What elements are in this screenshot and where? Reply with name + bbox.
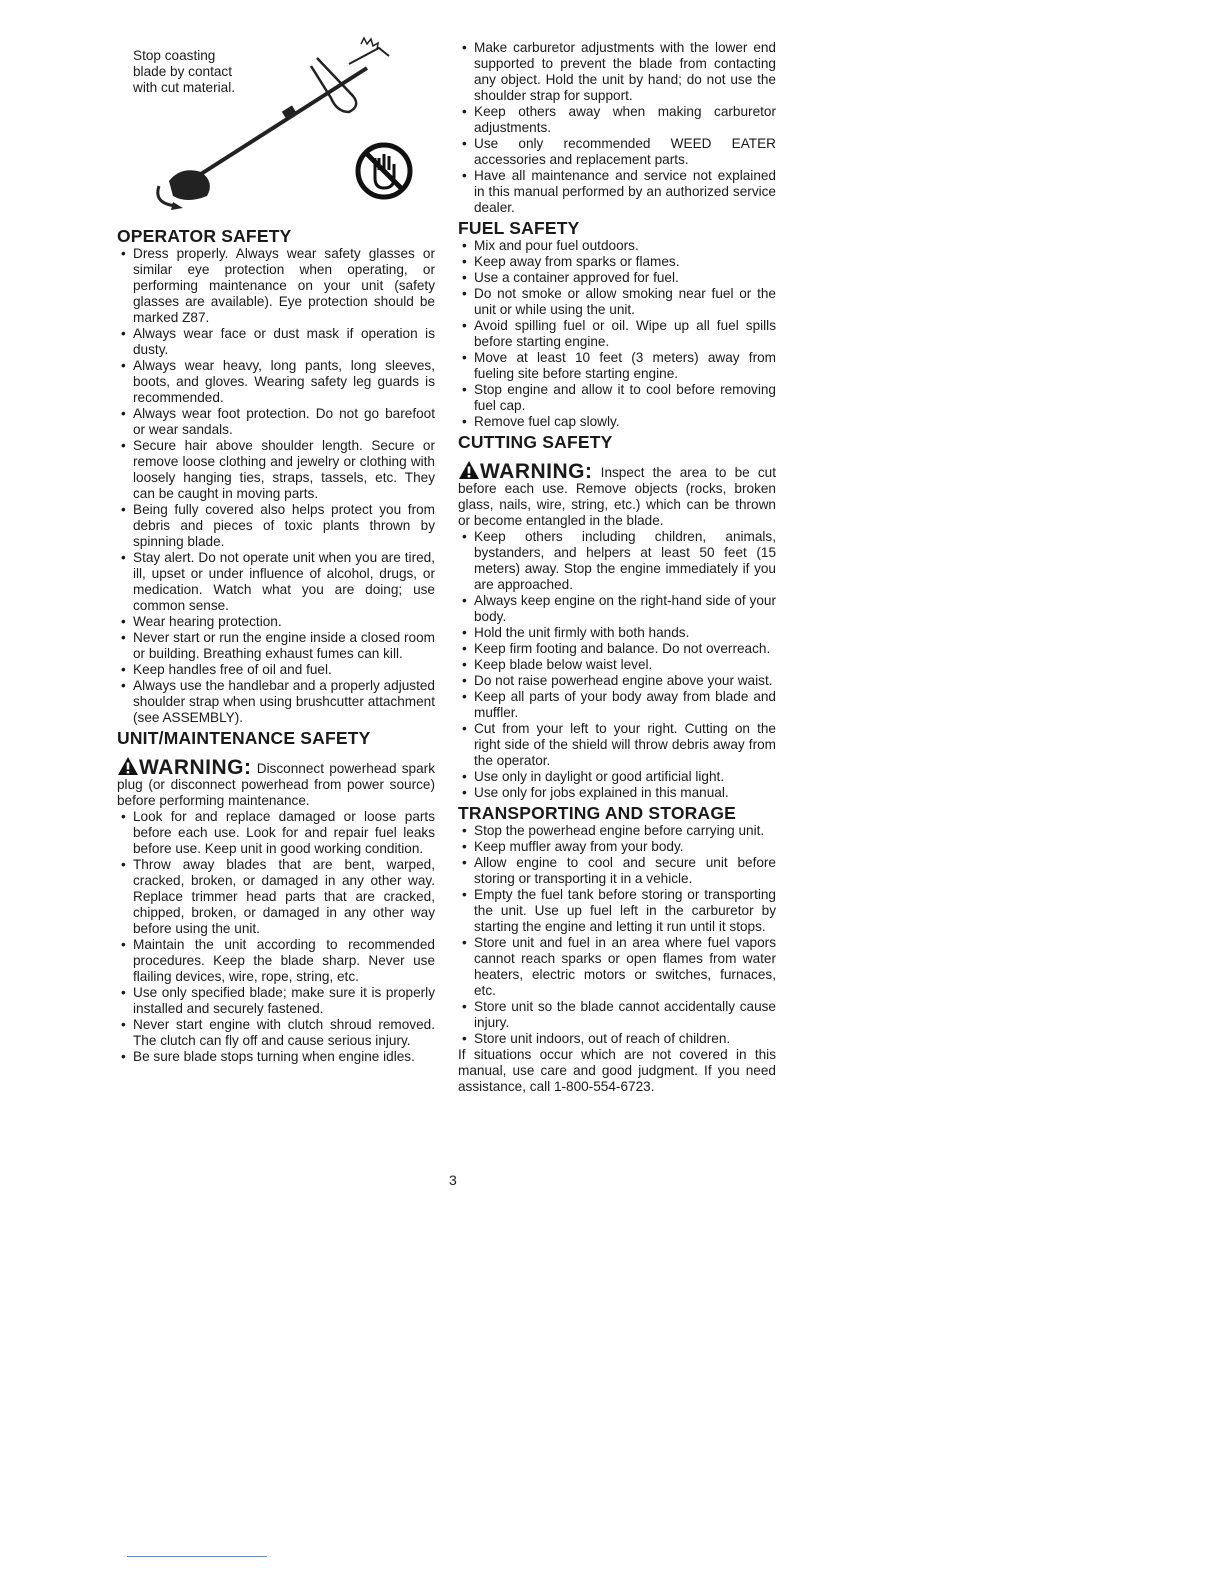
transport-storage-heading: TRANSPORTING AND STORAGE [458, 803, 737, 823]
caption-line: with cut material. [133, 80, 235, 95]
list-item: • Store unit so the blade cannot accidentally cause injury. [458, 999, 776, 1031]
cutting-warning [458, 460, 776, 529]
list-item: • Look for and replace damaged or loose parts before each use. Look for and repair fuel leaks before use. Keep unit in good working condition. [117, 809, 435, 857]
list-item: • Do not smoke or allow smoking near fuel or the unit or while using the unit. [458, 286, 776, 318]
closing-paragraph: If situations occur which are not covered in this manual, use care and good judgment. If you need assistance, call 1-800-554-6723. [458, 1047, 776, 1094]
list-item: • Stop engine and allow it to cool before removing fuel cap. [458, 382, 776, 414]
brushcutter-icon [158, 38, 389, 210]
warning-label: WARNING: [139, 756, 252, 779]
right-column [458, 40, 776, 1095]
list-item: • Keep firm footing and balance. Do not overreach. [458, 641, 776, 657]
list-item: • Always use the handlebar and a properly adjusted shoulder strap when using brushcutter attachment (see ASSEMBLY). [117, 678, 435, 726]
left-column [117, 36, 435, 1065]
list-item: • Keep handles free of oil and fuel. [117, 662, 435, 678]
list-item: • Hold the unit firmly with both hands. [458, 625, 776, 641]
list-item: • Always wear heavy, long pants, long sleeves, boots, and gloves. Wearing safety leg guards is recommended. [117, 358, 435, 406]
transport-storage-list [458, 823, 776, 1047]
list-item: • Dress properly. Always wear safety glasses or similar eye protection when operating, or performing maintenance on your unit (safety glasses are available). Eye protection should be marked Z87. [117, 246, 435, 326]
list-item: • Cut from your left to your right. Cutting on the right side of the shield will throw debris away from the operator. [458, 721, 776, 769]
maintenance-list [117, 809, 435, 1065]
list-item: • Use only specified blade; make sure it is properly installed and securely fastened. [117, 985, 435, 1017]
list-item: • Keep all parts of your body away from blade and muffler. [458, 689, 776, 721]
list-item: • Mix and pour fuel outdoors. [458, 238, 776, 254]
illustration [117, 36, 435, 218]
list-item: • Never start engine with clutch shroud removed. The clutch can fly off and cause serious injury. [117, 1017, 435, 1049]
no-hand-icon [358, 145, 410, 197]
warning-label: WARNING: [480, 460, 593, 483]
list-item: • Allow engine to cool and secure unit before storing or transporting it in a vehicle. [458, 855, 776, 887]
list-item: • Use only in daylight or good artificial light. [458, 769, 776, 785]
list-item: • Being fully covered also helps protect you from debris and pieces of toxic plants thrown by spinning blade. [117, 502, 435, 550]
list-item: • Use only for jobs explained in this manual. [458, 785, 776, 801]
caption-line: Stop coasting [133, 48, 216, 63]
list-item: • Do not raise powerhead engine above your waist. [458, 673, 776, 689]
list-item: • Keep others including children, animals, bystanders, and helpers at least 50 feet (15 meters) away. Stop the engine immediately if you are approached. [458, 529, 776, 593]
fuel-safety-heading: FUEL SAFETY [458, 218, 580, 238]
maintenance-warning [117, 756, 435, 809]
list-item: • Keep others away when making carburetor adjustments. [458, 104, 776, 136]
cutting-safety-heading: CUTTING SAFETY [458, 432, 613, 452]
warning-triangle-icon [117, 756, 139, 776]
list-item: • Be sure blade stops turning when engine idles. [117, 1049, 435, 1065]
list-item: • Make carburetor adjustments with the lower end supported to prevent the blade from contacting any object. Hold the unit by hand; do not use the shoulder strap for support. [458, 40, 776, 104]
warning-text: Disconnect powerhead spark plug (or disconnect powerhead from power source) before performing maintenance. [117, 761, 435, 808]
list-item: • Store unit indoors, out of reach of children. [458, 1031, 776, 1047]
list-item: • Have all maintenance and service not explained in this manual performed by an authorized service dealer. [458, 168, 776, 216]
list-item: • Keep blade below waist level. [458, 657, 776, 673]
list-item: • Move at least 10 feet (3 meters) away from fueling site before starting engine. [458, 350, 776, 382]
list-item: • Use only recommended WEED EATER accessories and replacement parts. [458, 136, 776, 168]
footer-rule [127, 1556, 267, 1557]
operator-safety-heading: OPERATOR SAFETY [117, 226, 292, 246]
list-item: • Store unit and fuel in an area where fuel vapors cannot reach sparks or open flames from water heaters, electric motors or switches, furnaces, etc. [458, 935, 776, 999]
list-item: • Always wear foot protection. Do not go barefoot or wear sandals. [117, 406, 435, 438]
list-item: • Use a container approved for fuel. [458, 270, 776, 286]
unit-maintenance-heading: UNIT/MAINTENANCE SAFETY [117, 728, 371, 748]
list-item: • Empty the fuel tank before storing or transporting the unit. Use up fuel left in the carburetor by starting the engine and letting it run until it stops. [458, 887, 776, 935]
maintenance-continued-list [458, 40, 776, 216]
list-item: • Stop the powerhead engine before carrying unit. [458, 823, 776, 839]
list-item: • Keep muffler away from your body. [458, 839, 776, 855]
list-item: • Stay alert. Do not operate unit when you are tired, ill, upset or under influence of alcohol, drugs, or medication. Watch what you are doing; use common sense. [117, 550, 435, 614]
warning-triangle-icon [458, 460, 480, 480]
caption-line: blade by contact [133, 64, 232, 79]
operator-safety-list [117, 246, 435, 726]
list-item: • Always keep engine on the right-hand side of your body. [458, 593, 776, 625]
list-item: • Wear hearing protection. [117, 614, 435, 630]
cutting-safety-list [458, 529, 776, 801]
warning-text: Inspect the area to be cut before each use. Remove objects (rocks, broken glass, nails, wire, string, etc.) which can be thrown or become entangled in the blade. [458, 465, 776, 528]
list-item: • Never start or run the engine inside a closed room or building. Breathing exhaust fumes can kill. [117, 630, 435, 662]
list-item: • Keep away from sparks or flames. [458, 254, 776, 270]
list-item: • Avoid spilling fuel or oil. Wipe up all fuel spills before starting engine. [458, 318, 776, 350]
fuel-safety-list [458, 238, 776, 430]
list-item: • Throw away blades that are bent, warped, cracked, broken, or damaged in any other way. Replace trimmer head parts that are cracked, chipped, broken, or damaged in any other way before using the unit. [117, 857, 435, 937]
list-item: • Remove fuel cap slowly. [458, 414, 776, 430]
page-number: 3 [449, 1172, 457, 1188]
list-item: • Secure hair above shoulder length. Secure or remove loose clothing and jewelry or clothing with loosely hanging ties, straps, tassels, etc. They can be caught in moving parts. [117, 438, 435, 502]
list-item: • Maintain the unit according to recommended procedures. Keep the blade sharp. Never use flailing devices, wire, rope, string, etc. [117, 937, 435, 985]
list-item: • Always wear face or dust mask if operation is dusty. [117, 326, 435, 358]
